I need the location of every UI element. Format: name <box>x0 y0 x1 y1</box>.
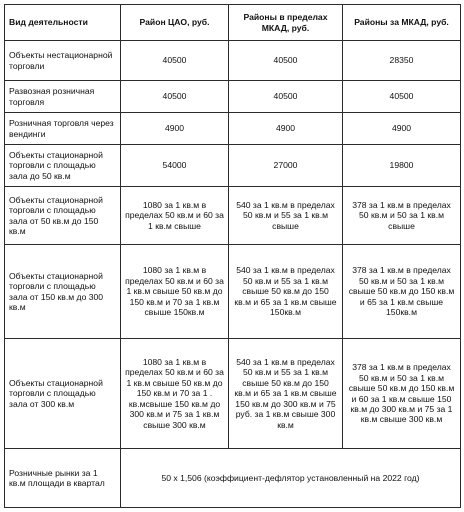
table-row <box>5 113 461 145</box>
market-row <box>5 449 461 508</box>
table-row <box>5 145 461 187</box>
activity-cell: Объекты стационарной торговли с площадью зала от 150 кв.м до 300 кв.м <box>5 245 121 339</box>
value-outside-mkad: 40500 <box>343 81 461 113</box>
table-row <box>5 245 461 339</box>
tariff-table <box>4 4 461 508</box>
value-outside-mkad: 378 за 1 кв.м в пределах 50 кв.м и 50 за 1 кв.м свыше 50 кв.м до 150 кв.м и 60 за 1 кв.м свыше 150 кв.м до 300 кв.м и 75 за 1 кв.м свыше 300 кв.м <box>343 339 461 449</box>
value-inside-mkad: 540 за 1 кв.м в пределах 50 кв.м и 55 за 1 кв.м свыше <box>229 187 343 245</box>
activity-cell: Развозная розничная торговля <box>5 81 121 113</box>
activity-cell: Объекты нестационарной торговли <box>5 41 121 81</box>
value-outside-mkad: 378 за 1 кв.м в пределах 50 кв.м и 50 за 1 кв.м свыше <box>343 187 461 245</box>
table-row <box>5 41 461 81</box>
value-inside-mkad: 4900 <box>229 113 343 145</box>
value-cao: 4900 <box>121 113 229 145</box>
activity-cell: Розничные рынки за 1 кв.м площади в квартал <box>5 449 121 508</box>
value-outside-mkad: 28350 <box>343 41 461 81</box>
value-inside-mkad: 40500 <box>229 41 343 81</box>
header-activity: Вид деятельности <box>5 5 121 41</box>
value-cao: 40500 <box>121 41 229 81</box>
activity-cell: Розничная торговля через вендинги <box>5 113 121 145</box>
activity-cell: Объекты стационарной торговли с площадью зала от 50 кв.м до 150 кв.м <box>5 187 121 245</box>
value-inside-mkad: 540 за 1 кв.м в пределах 50 кв.м и 55 за 1 кв.м свыше 50 кв.м до 150 кв.м и 65 за 1 кв.м свыше 150 кв.м до 300 кв.м и 75 руб. за 1 кв.м свыше 300 кв.м <box>229 339 343 449</box>
value-outside-mkad: 378 за 1 кв.м в пределах 50 кв.м и 50 за 1 кв.м свыше 50 кв.м до 150 кв.м и 65 за 1 кв.м свыше 150кв.м <box>343 245 461 339</box>
table-row <box>5 81 461 113</box>
header-inside-mkad: Районы в пределах МКАД, руб. <box>229 5 343 41</box>
value-outside-mkad: 19800 <box>343 145 461 187</box>
header-outside-mkad: Районы за МКАД, руб. <box>343 5 461 41</box>
value-inside-mkad: 540 за 1 кв.м в пределах 50 кв.м и 55 за 1 кв.м свыше 50 кв.м до 150 кв.м и 65 за 1 кв.м свыше 150кв.м <box>229 245 343 339</box>
value-inside-mkad: 27000 <box>229 145 343 187</box>
header-row <box>5 5 461 41</box>
value-cao: 1080 за 1 кв.м в пределах 50 кв.м и 60 за 1 кв.м свыше 50 кв.м до 150 кв.м и 70 за 1 кв.м свыше 150кв.м <box>121 245 229 339</box>
value-cao: 1080 за 1 кв.м в пределах 50 кв.м и 60 за 1 кв.м свыше 50 кв.м до 150 кв.м и 70 за 1 . кв.мсвыше 150 кв.м до 300 кв.м и 75 за 1 кв.м свыше 300 кв.м <box>121 339 229 449</box>
value-cao: 54000 <box>121 145 229 187</box>
activity-cell: Объекты стационарной торговли с площадью зала от 300 кв.м <box>5 339 121 449</box>
table-row <box>5 339 461 449</box>
value-outside-mkad: 4900 <box>343 113 461 145</box>
table-row <box>5 187 461 245</box>
value-cao: 1080 за 1 кв.м в пределах 50 кв.м и 60 за 1 кв.м свыше <box>121 187 229 245</box>
market-value: 50 х 1,506 (коэффициент-дефлятор установленный на 2022 год) <box>121 449 461 508</box>
value-inside-mkad: 40500 <box>229 81 343 113</box>
value-cao: 40500 <box>121 81 229 113</box>
header-cao: Район ЦАО, руб. <box>121 5 229 41</box>
activity-cell: Объекты стационарной торговли с площадью зала до 50 кв.м <box>5 145 121 187</box>
